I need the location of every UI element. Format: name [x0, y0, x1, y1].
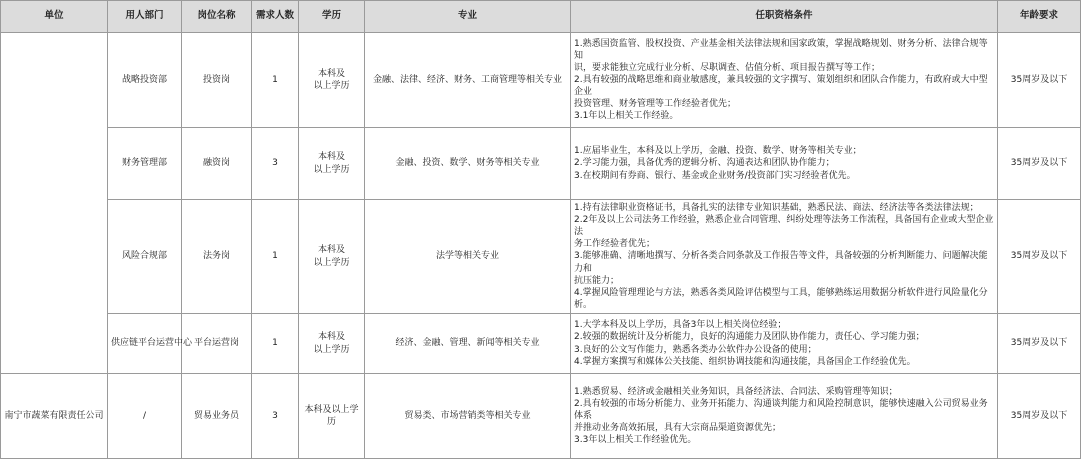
major-cell: 经济、金融、管理、新闻等相关专业	[365, 314, 571, 374]
header-unit: 单位	[1, 1, 108, 33]
major-cell: 金融、法律、经济、财务、工商管理等相关专业	[365, 33, 571, 128]
position-cell: 平台运营岗	[182, 314, 252, 374]
education-line: 以上学历	[313, 344, 350, 355]
header-row	[1, 1, 1081, 33]
table-row	[1, 374, 1081, 459]
requirements-cell	[571, 374, 998, 459]
requirement-line: 1.大学本科及以上学历，具备3年以上相关岗位经验；	[574, 320, 787, 331]
education-line: 以上学历	[313, 257, 350, 268]
requirement-line: 2.较强的数据统计及分析能力，良好的沟通能力及团队协作能力，责任心、学习能力强；	[574, 332, 925, 343]
requirement-line: 1.应届毕业生，本科及以上学历，金融、投资、数学、财务等相关专业；	[574, 146, 862, 157]
education-cell	[299, 314, 365, 374]
position-cell: 投资岗	[182, 33, 252, 128]
header-position: 岗位名称	[182, 1, 252, 33]
education-line: 本科及	[317, 68, 345, 79]
education-line: 本科及	[317, 245, 345, 256]
table-row	[1, 128, 1081, 200]
requirement-line: 务工作经验者优先；	[574, 239, 656, 250]
department-cell: 风险合规部	[108, 200, 182, 314]
education-line: 以上学历	[313, 164, 350, 175]
education-cell	[299, 33, 365, 128]
requirement-line: 2.具有较强的市场分析能力、业务开拓能力、沟通谈判能力和风险控制意识，能够快速融入公司贸易业务体系	[574, 398, 988, 421]
table-row	[1, 314, 1081, 374]
requirement-line: 识，要求能独立完成行业分析、尽职调查、估值分析、项目报告撰写等工作；	[574, 62, 881, 73]
count-cell: 1	[252, 314, 299, 374]
requirements-cell	[571, 314, 998, 374]
major-cell: 贸易类、市场营销类等相关专业	[365, 374, 571, 459]
requirement-line: 3.在校期间有券商、银行、基金或企业财务/投资部门实习经验者优先。	[574, 170, 856, 181]
requirement-line: 4.掌握方案撰写和媒体公关技能、组织协调技能和沟通技能，具备国企工作经验优先。	[574, 356, 916, 367]
education-line: 本科及	[317, 152, 345, 163]
requirements-cell	[571, 33, 998, 128]
table-row	[1, 200, 1081, 314]
count-cell: 1	[252, 33, 299, 128]
count-cell: 1	[252, 200, 299, 314]
position-cell: 融资岗	[182, 128, 252, 200]
header-count: 需求人数	[252, 1, 299, 33]
age-cell: 35周岁及以下	[998, 200, 1081, 314]
requirement-line: 2.学习能力强，具备优秀的逻辑分析、沟通表达和团队协作能力；	[574, 158, 835, 169]
requirement-line: 2.2年及以上公司法务工作经验，熟悉企业合同管理、纠纷处理等法务工作流程，具备国有企业或大型企业法	[574, 215, 994, 238]
requirement-line: 2.具有较强的战略思维和商业敏感度，兼具较强的文字撰写、策划组织和团队合作能力，有政府或大中型企业	[574, 74, 988, 98]
requirement-line: 1.熟悉贸易、经济或金融相关业务知识，具备经济法、合同法、采购管理等知识；	[574, 386, 898, 397]
header-education: 学历	[299, 1, 365, 33]
requirement-line: 3.1年以上相关工作经验。	[574, 111, 679, 122]
major-cell: 金融、投资、数学、财务等相关专业	[365, 128, 571, 200]
education-line: 本科及	[317, 332, 345, 343]
requirement-line: 3.能够准确、清晰地撰写、分析各类合同条款及工作报告等文件，具备较强的分析判断能力、问题解决能力和	[574, 251, 988, 274]
header-major: 专业	[365, 1, 571, 33]
education-line: 以上学历	[313, 81, 350, 91]
requirement-line: 1.熟悉国资监管、股权投资、产业基金相关法律法规和国家政策，掌握战略规划、财务分析、法律合规等知	[574, 38, 988, 61]
department-cell: /	[108, 374, 182, 459]
requirement-line: 并推动业务高效拓展，具有大宗商品渠道资源优先；	[574, 423, 782, 434]
age-cell: 35周岁及以下	[998, 128, 1081, 200]
header-requirements: 任职资格条件	[571, 1, 998, 33]
major-cell: 法学等相关专业	[365, 200, 571, 314]
requirement-line: 3.良好的公文写作能力，熟悉各类办公软件办公设备的使用；	[574, 344, 817, 355]
unit-cell	[1, 33, 108, 374]
requirement-line: 投资管理、财务管理等工作经验者优先；	[574, 99, 737, 110]
education-cell	[299, 374, 365, 459]
count-cell: 3	[252, 374, 299, 459]
header-age: 年龄要求	[998, 1, 1081, 33]
header-department: 用人部门	[108, 1, 182, 33]
department-cell: 财务管理部	[108, 128, 182, 200]
requirements-cell	[571, 128, 998, 200]
requirements-cell	[571, 200, 998, 314]
age-cell: 35周岁及以下	[998, 374, 1081, 459]
education-cell	[299, 200, 365, 314]
age-cell: 35周岁及以下	[998, 314, 1081, 374]
requirement-line: 3.3年以上相关工作经验优先。	[574, 435, 697, 446]
education-line: 本科及以上学	[304, 404, 359, 415]
unit-cell: 南宁市蔬菜有限责任公司	[1, 374, 108, 459]
education-cell	[299, 128, 365, 200]
requirement-line: 4.掌握风险管理理论与方法，熟悉各类风险评估模型与工具，能够熟练运用数据分析软件进行风险量化分析。	[574, 287, 988, 310]
department-cell: 战略投资部	[108, 33, 182, 128]
count-cell: 3	[252, 128, 299, 200]
requirement-line: 1.持有法律职业资格证书，具备扎实的法律专业知识基础，熟悉民法、商法、经济法等各类法律法规；	[574, 202, 979, 213]
position-cell: 法务岗	[182, 200, 252, 314]
education-line: 历	[326, 417, 336, 427]
requirement-line: 抗压能力；	[574, 275, 620, 286]
table-row	[1, 33, 1081, 128]
department-cell: 供应链平台运营中心	[108, 314, 182, 374]
age-cell: 35周岁及以下	[998, 33, 1081, 128]
position-cell: 贸易业务员	[182, 374, 252, 459]
